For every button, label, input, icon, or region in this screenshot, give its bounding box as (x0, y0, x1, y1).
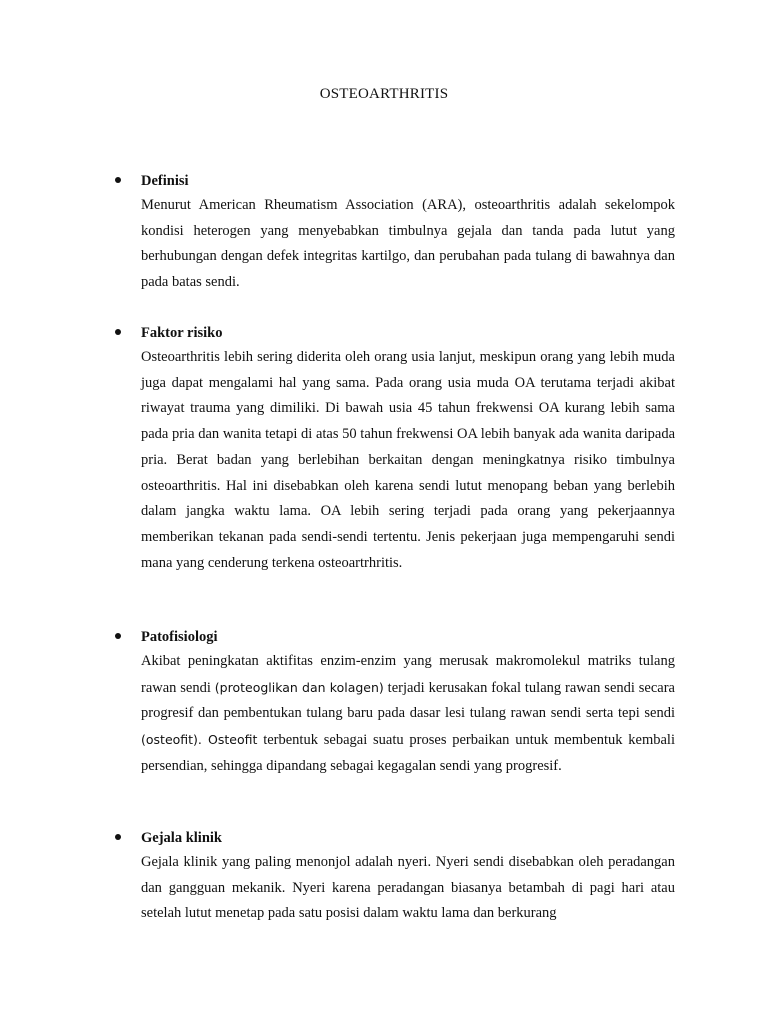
section-heading: Gejala klinik (141, 830, 222, 846)
section-definisi (141, 171, 675, 296)
bullet-icon (115, 834, 121, 840)
body-text-term: (proteoglikan dan kolagen) (214, 679, 384, 695)
section-heading: Definisi (141, 173, 189, 189)
section-body: Gejala klinik yang paling menonjol adalah nyeri. Nyeri sendi disebabkan oleh peradangan dan gangguan mekanik. Nyeri karena peradangan biasanya betambah di pagi hari atau setelah lutut menetap pada satu posisi dalam waktu lama dan berkurang (141, 854, 675, 922)
section-heading: Faktor risiko (141, 325, 223, 341)
body-text-part: Akibat peningkatan aktifitas enzim-enzim yang merusak makromolekul matriks tulang rawan sendi (141, 653, 675, 696)
body-text-part: terbentuk sebagai suatu proses perbaikan untuk membentuk kembali persendian, sehingga dipandang sebagai kegagalan sendi yang progresif. (141, 732, 675, 774)
section-patofisiologi (141, 627, 675, 780)
body-text-term: (osteofit). Osteofit (141, 732, 258, 748)
bullet-icon (115, 177, 121, 183)
document-title: OSTEOARTHRITIS (319, 86, 449, 102)
section-gejala-klinik (141, 828, 675, 927)
bullet-icon (115, 329, 121, 335)
section-faktor-risiko (141, 323, 675, 576)
section-body: Osteoarthritis lebih sering diderita oleh orang usia lanjut, meskipun orang yang lebih muda juga dapat mengalami hal yang sama. Pada orang usia muda OA terutama terjadi akibat riwayat trauma yang dimiliki. Di bawah usia 45 tahun frekwensi OA kurang lebih sama pada pria dan wanita tetapi di atas 50 tahun frekwensi OA lebih banyak ada wanita daripada pria. Berat badan yang berlebihan berkaitan dengan meningkatnya risiko timbulnya osteoarthritis. Hal ini disebabkan oleh karena sendi lutut menopang beban yang berlebih dalam jangka waktu lama. OA lebih sering terjadi pada orang yang pekerjaannya memberikan tekanan pada sendi-sendi tertentu. Jenis pekerjaan juga mempengaruhi sendi mana yang cenderung terkena osteoartrhritis. (141, 349, 675, 571)
section-heading: Patofisiologi (141, 629, 218, 645)
bullet-icon (115, 633, 121, 639)
section-body: Menurut American Rheumatism Association (ARA), osteoarthritis adalah sekelompok kondisi heterogen yang menyebabkan timbulnya gejala dan tanda pada lutut yang berhubungan dengan defek integritas kartilgo, dan perubahan pada tulang di bawahnya dan pada batas sendi. (141, 197, 675, 291)
section-body (141, 649, 675, 780)
body-text-part: terjadi kerusakan fokal tulang rawan sendi secara progresif dan pembentukan tulang baru pada dasar lesi tulang rawan sendi serta tepi sendi (141, 679, 675, 722)
